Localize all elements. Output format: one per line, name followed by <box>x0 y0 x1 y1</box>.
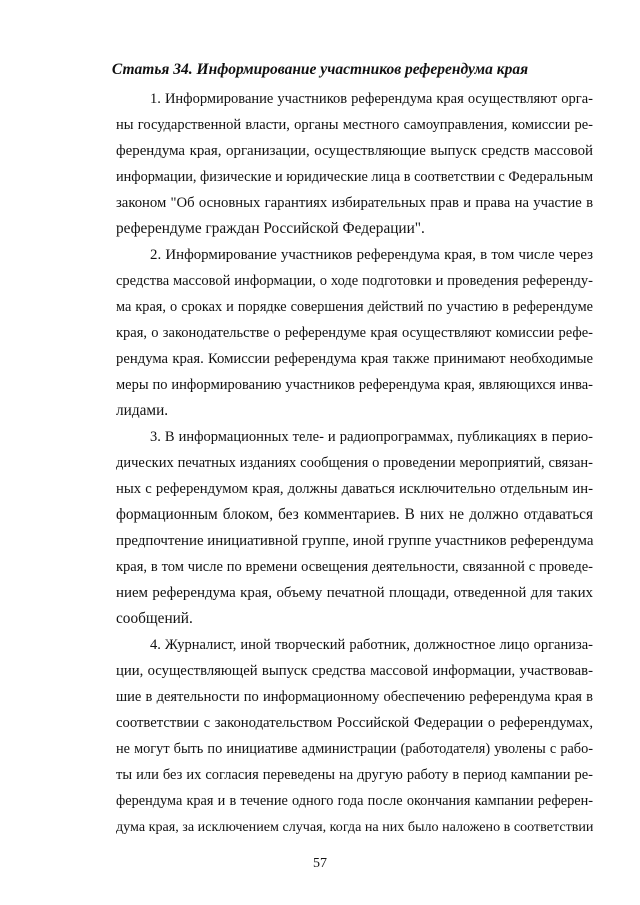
paragraph-2-line-5: рендума края. Комиссии референдума края также принимают необходимые <box>116 351 593 367</box>
paragraph-4-line-1: 4. Журналист, иной творческий работник, должностное лицо организа- <box>150 637 593 653</box>
paragraph-3-line-4: формационным блоком, без комментариев. В них не должно отдаваться <box>116 506 593 523</box>
paragraph-3-line-3: ных с референдумом края, должны даваться исключительно отдельным ин- <box>116 481 593 497</box>
paragraph-4-line-5: не могут быть по инициативе администрации (работодателя) уволены с рабо- <box>116 741 593 757</box>
paragraph-2-line-6: меры по информированию участников референдума края, являющихся инва- <box>116 377 593 393</box>
paragraph-2-line-3: ма края, о сроках и порядке совершения действий по участию в референдуме <box>116 299 593 315</box>
paragraph-4-line-6: ты или без их согласия переведены на другую работу в период кампании ре- <box>116 767 593 783</box>
paragraph-4-line-8: дума края, за исключением случая, когда на них было наложено в соответствии <box>116 819 594 835</box>
paragraph-3-line-1: 3. В информационных теле- и радиопрограммах, публикациях в перио- <box>150 429 593 445</box>
paragraph-4-line-4: соответствии с законодательством Российской Федерации о референдумах, <box>116 715 593 731</box>
paragraph-3-line-7: нием референдума края, объему печатной площади, отведенной для таких <box>116 585 593 601</box>
paragraph-1-line-4: информации, физические и юридические лица в соответствии с Федеральным <box>116 169 594 185</box>
paragraph-2-line-1: 2. Информирование участников референдума края, в том числе через <box>150 247 593 263</box>
paragraph-2-line-4: края, о законодательстве о референдуме края осуществляют комиссии рефе- <box>116 325 593 341</box>
paragraph-3-line-5: предпочтение инициативной группе, иной группе участников референдума <box>116 533 594 549</box>
paragraph-1-line-1: 1. Информирование участников референдума края осуществляют орга- <box>150 91 593 107</box>
paragraph-4-line-7: ферендума края и в течение одного года после окончания кампании референ- <box>116 793 593 809</box>
paragraph-1-line-5: законом "Об основных гарантиях избирательных прав и права на участие в <box>116 195 593 211</box>
paragraph-2-line-2: средства массовой информации, о ходе подготовки и проведения референду- <box>116 273 593 289</box>
paragraph-3-line-2: дических печатных изданиях сообщения о проведении мероприятий, связан- <box>116 455 593 471</box>
paragraph-3-line-8: сообщений. <box>116 610 193 627</box>
paragraph-1-line-6: референдуме граждан Российской Федерации". <box>116 220 425 237</box>
paragraph-4-line-3: шие в деятельности по информационному обеспечению референдума края в <box>116 689 593 705</box>
paragraph-1-line-2: ны государственной власти, органы местного самоуправления, комиссии ре- <box>116 117 593 133</box>
paragraph-2-line-7: лидами. <box>116 402 169 419</box>
paragraph-4-line-2: ции, осуществляющей выпуск средства массовой информации, участвовав- <box>116 663 593 679</box>
paragraph-3-line-6: края, в том числе по времени освещения деятельности, связанной с проведе- <box>116 559 593 575</box>
article-title: Статья 34. Информирование участников референдума края <box>111 61 529 78</box>
paragraph-1-line-3: ферендума края, организации, осуществляющие выпуск средств массовой <box>116 143 593 159</box>
page-number: 57 <box>313 856 327 871</box>
